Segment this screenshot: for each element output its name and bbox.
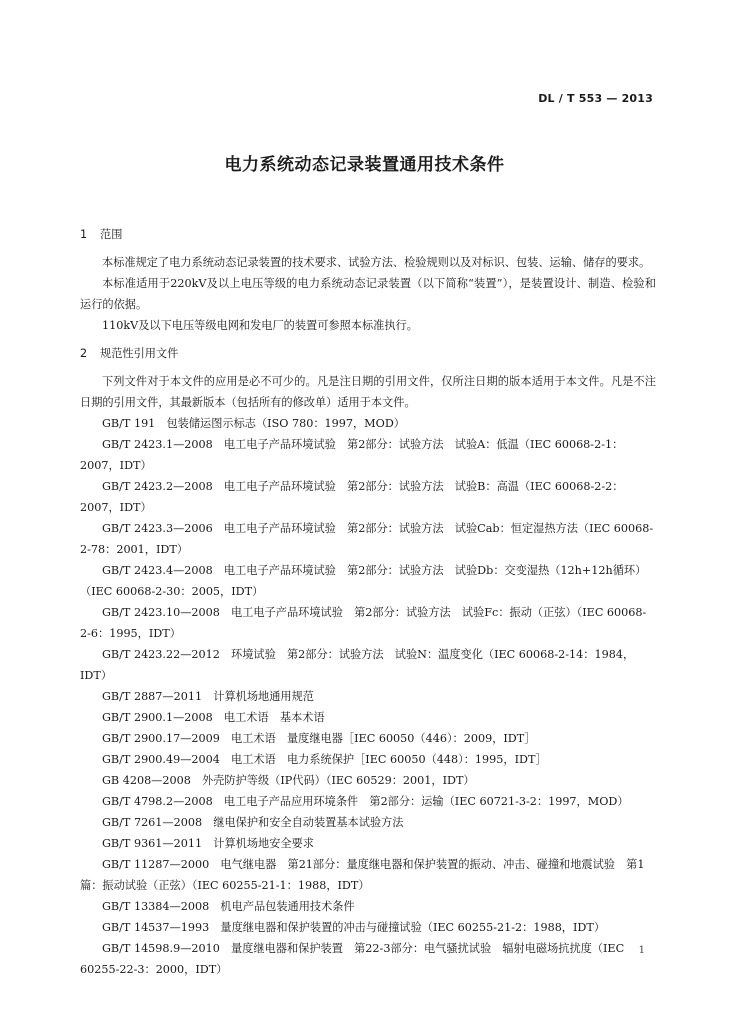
standard-code: DL / T 553 — 2013: [538, 92, 653, 105]
reference-item: GB/T 2900.49—2004 电工术语 电力系统保护［IEC 60050（448）：1995，IDT］: [102, 753, 547, 766]
reference-item: GB/T 14598.9—2010 量度继电器和保护装置 第22-3部分：电气骚扰试验 辐射电磁场抗扰度（IEC 60255-22-3：2000，IDT）: [80, 942, 625, 976]
section-1-paragraph: 本标准适用于220kV及以上电压等级的电力系统动态记录装置（以下简称“装置”），是装置设计、制造、检验和运行的依据。: [80, 277, 656, 311]
document-title: 电力系统动态记录装置通用技术条件: [224, 155, 505, 175]
section-1-paragraph: 110kV及以下电压等级电网和发电厂的装置可参照本标准执行。: [102, 319, 418, 332]
reference-item: GB/T 11287—2000 电气继电器 第21部分：量度继电器和保护装置的振动、冲击、碰撞和地震试验 第1篇：振动试验（正弦）（IEC 60255-21-1：1988，IDT）: [80, 858, 645, 892]
reference-item: GB/T 2423.3—2006 电工电子产品环境试验 第2部分：试验方法 试验Cab：恒定湿热方法（IEC 60068-2-78：2001，IDT）: [80, 522, 654, 556]
reference-item: GB/T 2423.2—2008 电工电子产品环境试验 第2部分：试验方法 试验B：高温（IEC 60068-2-2：2007，IDT）: [80, 480, 624, 514]
reference-item: GB/T 2887—2011 计算机场地通用规范: [102, 690, 314, 703]
reference-item: GB/T 2423.10—2008 电工电子产品环境试验 第2部分：试验方法 试验Fc：振动（正弦）（IEC 60068-2-6：1995，IDT）: [80, 606, 647, 640]
section-1-heading: [80, 224, 656, 245]
reference-item: GB/T 9361—2011 计算机场地安全要求: [102, 837, 314, 850]
section-1-paragraph: 本标准规定了电力系统动态记录装置的技术要求、试验方法、检验规则以及对标识、包装、运输、储存的要求。: [102, 256, 651, 269]
section-2-number: 2: [80, 347, 88, 360]
section-2-heading: [80, 343, 656, 364]
section-1-title: 范围: [100, 228, 123, 241]
reference-item: GB/T 13384—2008 机电产品包装通用技术条件: [102, 900, 355, 913]
reference-item: GB/T 2423.1—2008 电工电子产品环境试验 第2部分：试验方法 试验A：低温（IEC 60068-2-1：2007，IDT）: [80, 438, 624, 472]
reference-item: GB/T 2423.4—2008 电工电子产品环境试验 第2部分：试验方法 试验Db：交变湿热（12h+12h循环）（IEC 60068-2-30：2005，IDT）: [80, 564, 647, 598]
reference-item: GB/T 14537—1993 量度继电器和保护装置的冲击与碰撞试验（IEC 60255-21-2：1988，IDT）: [102, 921, 606, 934]
reference-item: GB 4208—2008 外壳防护等级（IP代码）（IEC 60529：2001，IDT）: [102, 774, 475, 787]
section-1-number: 1: [80, 228, 88, 241]
reference-item: GB/T 4798.2—2008 电工电子产品应用环境条件 第2部分：运输（IEC 60721-3-2：1997，MOD）: [102, 795, 629, 808]
reference-item: GB/T 2900.1—2008 电工术语 基本术语: [102, 711, 325, 724]
section-2-title: 规范性引用文件: [100, 347, 179, 360]
reference-item: GB/T 191 包装储运图示标志（ISO 780：1997，MOD）: [102, 417, 405, 430]
reference-item: GB/T 2423.22—2012 环境试验 第2部分：试验方法 试验N：温度变化（IEC 60068-2-14：1984，IDT）: [80, 648, 635, 682]
reference-list: [80, 413, 656, 980]
page-number: 1: [638, 945, 645, 956]
reference-item: GB/T 7261—2008 继电保护和安全自动装置基本试验方法: [102, 816, 404, 829]
reference-item: GB/T 2900.17—2009 电工术语 量度继电器［IEC 60050（446）：2009，IDT］: [102, 732, 536, 745]
section-2-intro: 下列文件对于本文件的应用是必不可少的。凡是注日期的引用文件，仅所注日期的版本适用于本文件。凡是不注日期的引用文件，其最新版本（包括所有的修改单）适用于本文件。: [80, 375, 656, 409]
document-body: [80, 224, 656, 980]
